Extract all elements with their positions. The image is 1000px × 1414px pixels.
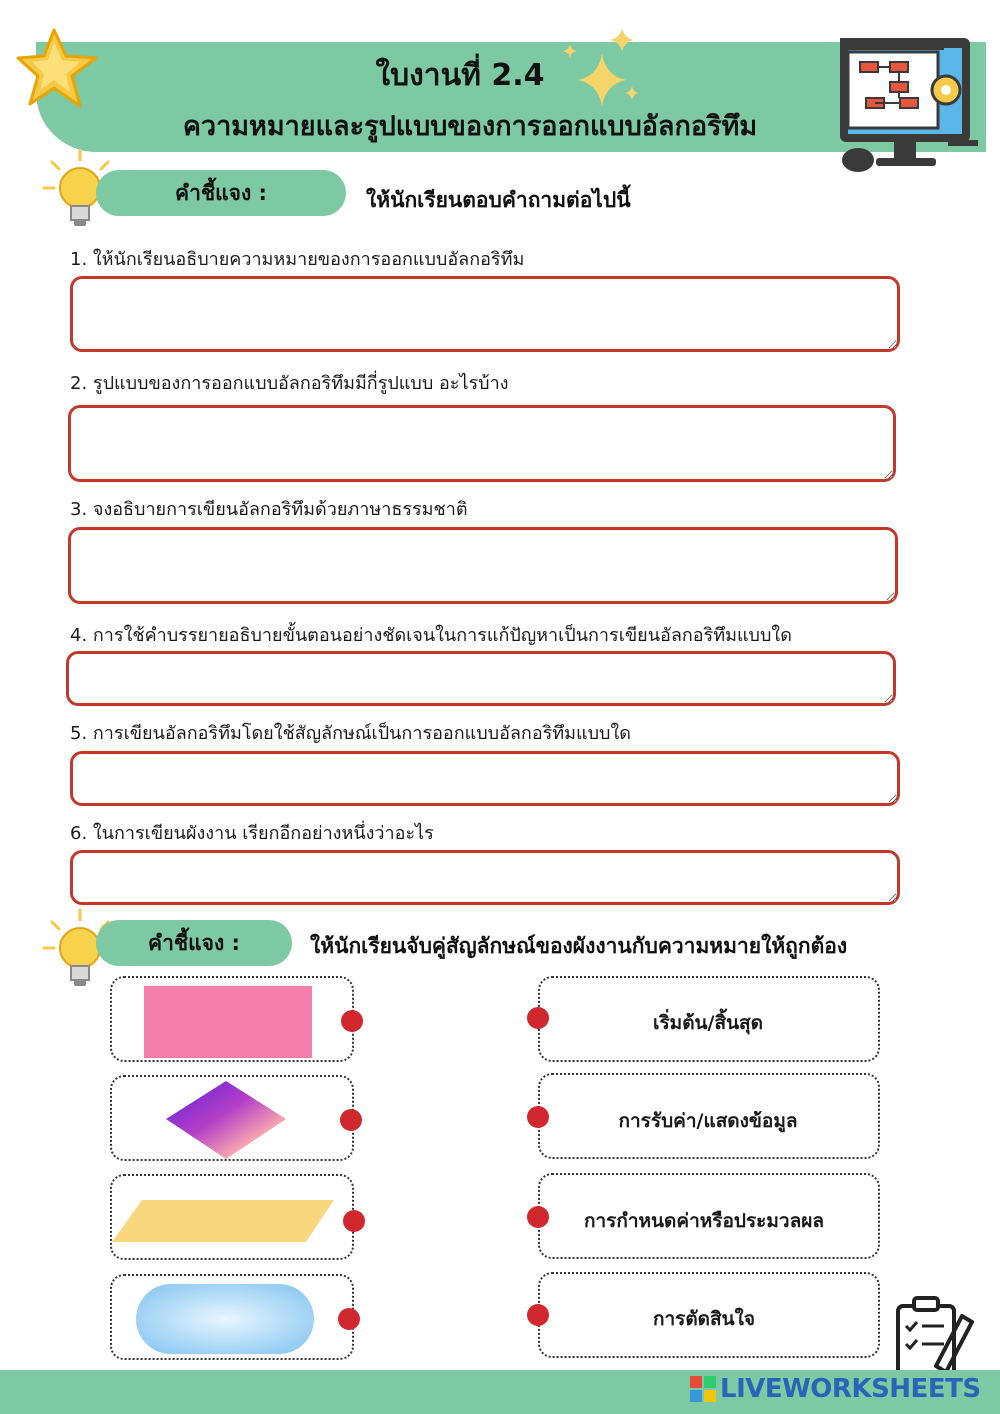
- meaning-label-3: การกำหนดค่าหรือประมวลผล: [583, 1210, 824, 1232]
- clipboard-icon: [892, 1296, 982, 1376]
- answer-field-6[interactable]: [70, 850, 900, 905]
- instruction-text-2: ให้นักเรียนจับคู่สัญลักษณ์ของผังงานกับความหมายให้ถูกต้อง: [310, 934, 848, 958]
- instruction-text-1: ให้นักเรียนตอบคำถามต่อไปนี้: [366, 188, 631, 212]
- instruction-label-2: คำชี้แจง :: [96, 920, 292, 966]
- worksheet-title: ใบงานที่ 2.4: [375, 58, 545, 93]
- symbol-match-dot-1[interactable]: [341, 1010, 363, 1032]
- meaning-match-dot-4[interactable]: [527, 1304, 549, 1326]
- star-icon: [14, 22, 104, 112]
- terminator-symbol: [112, 1276, 352, 1358]
- flowchart-monitor-icon: [836, 32, 986, 177]
- meaning-label-4: การตัดสินใจ: [652, 1308, 756, 1330]
- liveworksheets-mark-icon: [690, 1376, 716, 1402]
- question-2: 2. รูปแบบของการออกแบบอัลกอริทึมมีกี่รูปแบบ อะไรบ้าง: [70, 373, 509, 394]
- answer-field-1[interactable]: [70, 276, 900, 352]
- answer-field-2[interactable]: [68, 405, 896, 482]
- meaning-match-dot-2[interactable]: [527, 1106, 549, 1128]
- input-output-parallelogram-symbol: [112, 1176, 352, 1258]
- symbol-match-dot-3[interactable]: [343, 1210, 365, 1232]
- answer-field-4[interactable]: [66, 651, 896, 706]
- decision-diamond-symbol: [112, 1077, 352, 1159]
- meaning-label-1: เริ่มต้น/สิ้นสุด: [652, 1012, 763, 1034]
- answer-field-5[interactable]: [70, 751, 900, 806]
- answer-field-3[interactable]: [68, 527, 898, 604]
- symbol-match-dot-4[interactable]: [338, 1308, 360, 1330]
- question-5: 5. การเขียนอัลกอริทึมโดยใช้สัญลักษณ์เป็นการออกแบบอัลกอริทึมแบบใด: [70, 723, 631, 744]
- liveworksheets-logo: [690, 1374, 981, 1404]
- symbol-card-diamond: [110, 1075, 354, 1161]
- meaning-label-2: การรับค่า/แสดงข้อมูล: [618, 1110, 798, 1132]
- question-4: 4. การใช้คำบรรยายอธิบายขั้นตอนอย่างชัดเจนในการแก้ปัญหาเป็นการเขียนอัลกอริทึมแบบใด: [70, 625, 792, 646]
- question-1: 1. ให้นักเรียนอธิบายความหมายของการออกแบบอัลกอริทึม: [70, 249, 525, 270]
- liveworksheets-brand-text: LIVEWORKSHEETS: [720, 1374, 981, 1404]
- process-rectangle-symbol: [112, 978, 352, 1060]
- symbol-card-rectangle: [110, 976, 354, 1062]
- instruction-label-1: คำชี้แจง :: [96, 170, 346, 216]
- meaning-match-dot-3[interactable]: [527, 1206, 549, 1228]
- question-6: 6. ในการเขียนผังงาน เรียกอีกอย่างหนึ่งว่าอะไร: [70, 823, 434, 844]
- symbol-match-dot-2[interactable]: [340, 1109, 362, 1131]
- question-3: 3. จงอธิบายการเขียนอัลกอริทึมด้วยภาษาธรรมชาติ: [70, 499, 468, 520]
- meaning-match-dot-1[interactable]: [527, 1007, 549, 1029]
- symbol-card-terminator: [110, 1274, 354, 1360]
- worksheet-subtitle: ความหมายและรูปแบบของการออกแบบอัลกอริทึม: [182, 111, 758, 142]
- symbol-card-parallelogram: [110, 1174, 354, 1260]
